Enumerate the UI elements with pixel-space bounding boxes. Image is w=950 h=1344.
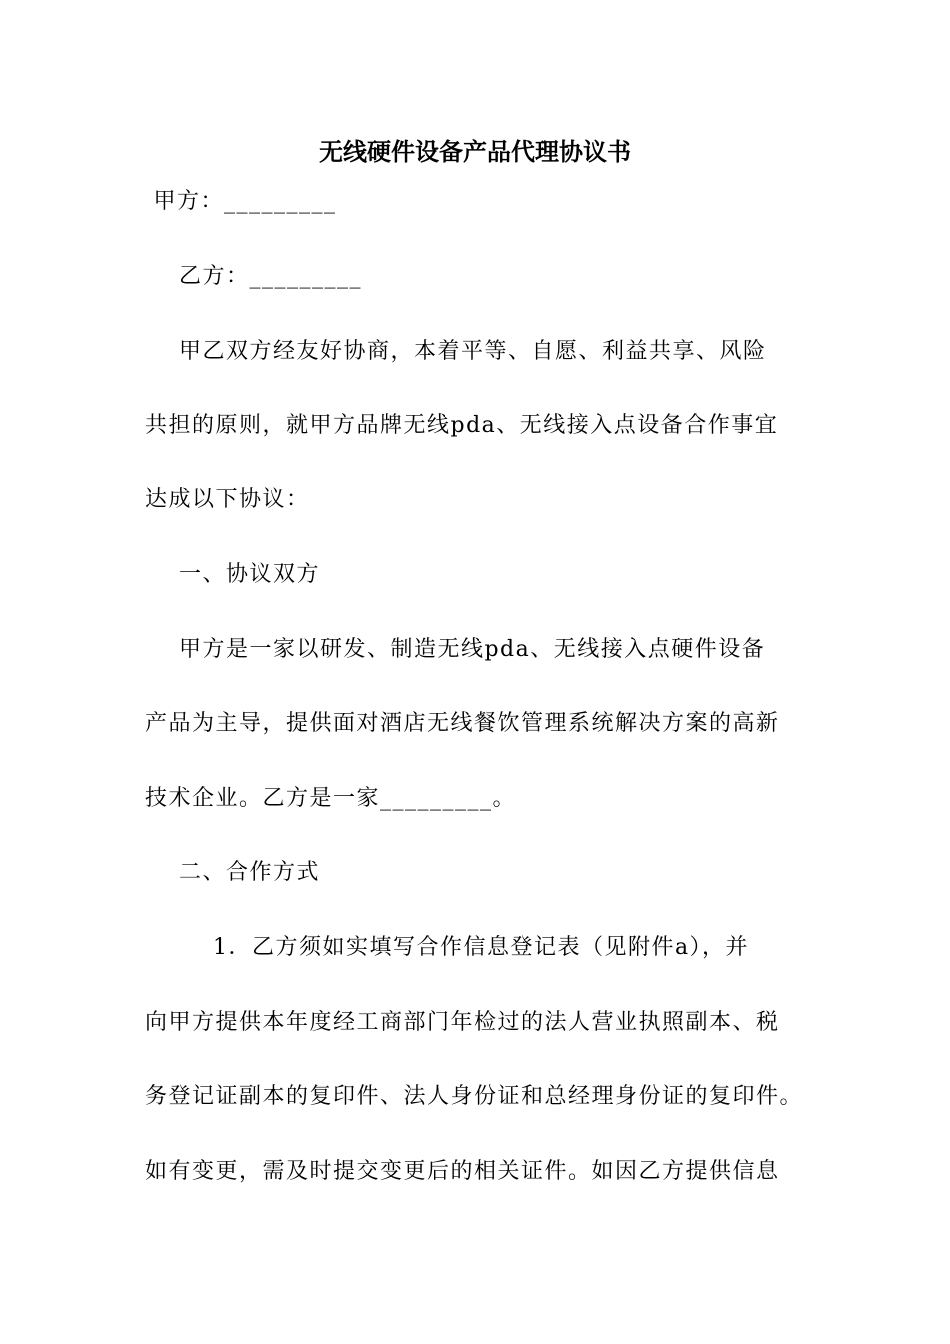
paragraph-line: 共担的原则，就甲方品牌无线pda、无线接入点设备合作事宜 <box>145 413 779 438</box>
paragraph-line: 1．乙方须如实填写合作信息登记表（见附件a），并 <box>145 935 750 960</box>
paragraph-line: 技术企业。乙方是一家_________。 <box>145 786 517 811</box>
paragraph-line: 如有变更，需及时提交变更后的相关证件。如因乙方提供信息 <box>145 1159 780 1184</box>
paragraph-line: 甲乙双方经友好协商，本着平等、自愿、利益共享、风险 <box>145 339 767 364</box>
section-heading-2: 二、合作方式 <box>145 860 320 885</box>
paragraph-line: 达成以下协议： <box>145 487 310 512</box>
section-heading-1: 一、协议双方 <box>145 562 320 587</box>
paragraph-line: 务登记证副本的复印件、法人身份证和总经理身份证的复印件。 <box>145 1084 804 1109</box>
party-b-line: 乙方：_________ <box>145 264 362 289</box>
document-title: 无线硬件设备产品代理协议书 <box>319 137 631 166</box>
party-a-line: 甲方：_________ <box>145 189 337 214</box>
paragraph-line: 产品为主导，提供面对酒店无线餐饮管理系统解决方案的高新 <box>145 711 780 736</box>
paragraph-line: 向甲方提供本年度经工商部门年检过的法人营业执照副本、税 <box>145 1010 780 1035</box>
paragraph-line: 甲方是一家以研发、制造无线pda、无线接入点硬件设备 <box>145 637 766 662</box>
